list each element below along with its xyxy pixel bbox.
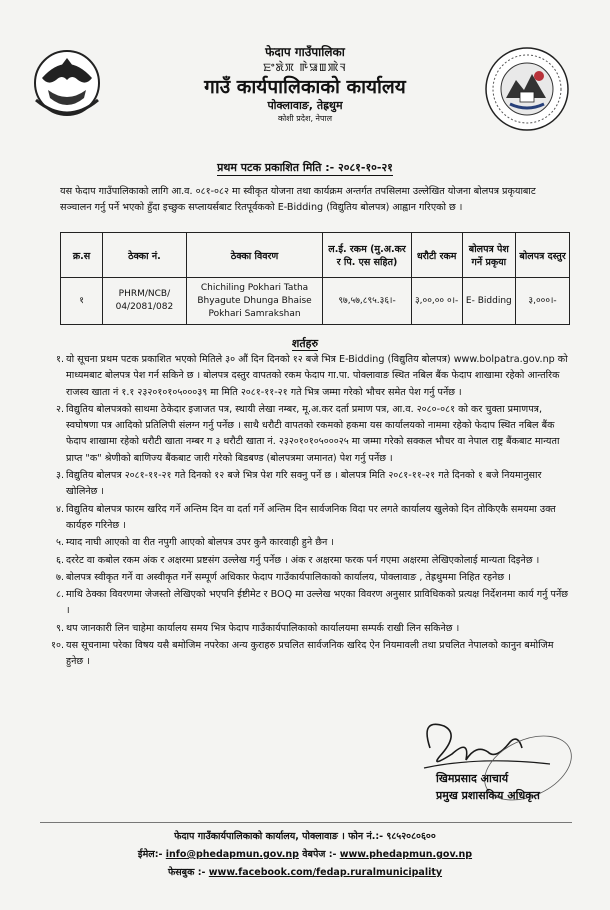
contract-table	[60, 232, 570, 325]
website-link[interactable]: www.phedapmun.gov.np	[339, 849, 473, 860]
table-header-row	[61, 233, 570, 278]
email-link[interactable]: info@phedapmun.gov.np	[165, 849, 299, 860]
publication-date: प्रथम पटक प्रकाशित मिति :- २०८१-१०-२१	[217, 161, 393, 174]
province-name: कोशी प्रदेश, नेपाल	[277, 114, 333, 123]
footer	[0, 828, 610, 882]
condition-text: यस सूचनामा परेका विषय यसै बमोजिम नपरेका अन्य कुराहरु प्रचलित सार्वजनिक खरिद ऐन नियमावली तथा प्रचलित नेपालको कानुन बमोजिम हुनेछ ।	[66, 640, 554, 668]
condition-number: ४.	[55, 503, 64, 515]
condition-text: यो सूचना प्रथम पटक प्रकाशित भएको मितिले ३० औं दिन दिनको १२ बजे भित्र E-Bidding (विद्युतिय बोलपत्र) www.bolpatra.gov.np को माध्यमबाट बोलपत्र पेश गर्न सकिने छ । बोलपत्र दस्तुर वापतको रकम फेदाप गा.पा. पोक्लावाङ स्थित नबिल बैंक फेदाप शाखामा रहेको आन्तरिक राजस्व खाता नं १.१ २३२०१०१०५०००३९ मा मिति २०८१-११-२१ गते भित्र जम्मा गरेको भौचर समेत पेश गर्नु पर्नेछ ।	[66, 354, 568, 398]
office-location: पोक्लावाङ, तेह्रथुम	[267, 99, 343, 112]
cell-estimated-amount: ९७,५७,८९५.३६।-	[323, 278, 411, 325]
condition-item	[40, 468, 572, 501]
footer-office-phone: फेदाप गाउँकार्यपालिकाको कार्यालय, पोक्लावाङ । फोन नं.:- ९८५२०८०६००	[174, 831, 436, 842]
col-estimated-amount: ल.ई. रकम (मु.अ.कर र पि. एस सहित)	[323, 233, 411, 278]
col-bid-process: बोलपत्र पेश गर्ने प्रकृया	[462, 233, 516, 278]
signatory-position: प्रमुख प्रशासकिय अधिकृत	[436, 789, 540, 802]
condition-item	[40, 638, 572, 671]
conditions-title: शर्तहरु	[291, 337, 319, 350]
email-label: ईमेल:-	[137, 849, 163, 860]
condition-item	[40, 402, 572, 467]
municipality-name-limbu: ꯐꯦꯗꯥꯞ ꯒꯥꯎꯡꯄꯥꯜ	[263, 61, 347, 74]
condition-number: १.	[55, 354, 64, 365]
col-bid-fee: बोलपत्र दस्तुर	[516, 233, 570, 278]
condition-number: २.	[55, 403, 64, 415]
footer-contact-line	[0, 846, 610, 864]
cell-description: Chichiling Pokhari Tatha Bhyagute Dhunga Bhaise Pokhari Samrakshan	[186, 278, 323, 325]
website-label: वेबपेज :-	[302, 849, 337, 860]
conditions-list	[40, 352, 572, 672]
condition-number: ३.	[55, 470, 64, 482]
condition-text: दररेट वा कबोल रकम अंक र अक्षरमा प्रष्टसंग उल्लेख गर्नु पर्नेछ । अंक र अक्षरमा फरक पर्न गएमा अक्षरमा लेखिएकोलाई मान्यता दिइनेछ ।	[66, 554, 540, 566]
condition-number: ६.	[55, 554, 64, 566]
col-sn: क्र.स	[61, 233, 103, 278]
cell-deposit: ३,००,०० ०।-	[411, 278, 462, 325]
condition-item	[40, 535, 572, 551]
facebook-label: फेसबुक :-	[167, 867, 206, 878]
signatory-block	[436, 770, 586, 804]
condition-number: ८.	[55, 589, 64, 601]
condition-text: म्याद नाघी आएको वा रीत नपुगी आएको बोलपत्र उपर कुनै कारवाही हुने छैन ।	[66, 537, 334, 549]
condition-item	[40, 352, 572, 401]
condition-item	[40, 502, 572, 535]
col-deposit: धरौटी रकम	[411, 233, 462, 278]
cell-contract-no: PHRM/NCB/ 04/2081/082	[103, 278, 187, 325]
cell-bid-process: E- Bidding	[462, 278, 516, 325]
condition-number: ५.	[55, 537, 64, 549]
footer-facebook-line	[0, 864, 610, 882]
office-title: गाउँ कार्यपालिकाको कार्यालय	[204, 76, 406, 98]
condition-text: विद्युतिय बोलपत्र फारम खरिद गर्ने अन्तिम दिन वा दर्ता गर्ने अन्तिम दिन सार्वजनिक विदा पर लगते कार्यालय खुलेको दिन तोकिएकै समयमा उक्त कार्यहरु गरिनेछ ।	[66, 503, 556, 531]
condition-item	[40, 570, 572, 586]
col-contract-no: ठेक्का नं.	[103, 233, 187, 278]
condition-text: विद्युतिय बोलपत्रको साथमा ठेकेदार इजाजत पत्र, स्थायी लेखा नम्बर, मू.अ.कर दर्ता प्रमाण पत्र, आ.व. २०८०-०८१ को कर चुक्ता प्रमाणपत्र, स्वघोषणा पत्र आदिको प्रतिलिपी संलग्न गर्नु पर्नेछ । साथै धरौटी वापतको रकमको हकमा यस कार्यालयको नाममा रहेको फेदाप स्थित नबिल बैंक फेदाप शाखामा रहेको धरौटी खाता नम्बर ग ३ धरौटी खाता नं. २३२०१०१०५०००२५ मा जम्मा गरेको सक्कल भौचर वा नेपाल राष्ट्र बैंकबाट मान्यता प्राप्त "क" श्रेणीको बाणिज्य बैंकबाट जारी गरेको बिडबण्ड (बोलपत्रमा जमानत) पेश गर्नु पर्नेछ ।	[66, 403, 560, 464]
condition-number: ७.	[55, 571, 64, 583]
condition-number: १०.	[50, 640, 64, 652]
cell-bid-fee: ३,०००।-	[516, 278, 570, 325]
condition-text: बोलपत्र स्वीकृत गर्ने वा अस्वीकृत गर्ने सम्पूर्ण अधिकार फेदाप गाउँकार्यपालिकाको कार्यालय, पोक्लावाङ , तेह्रथुममा निहित रहनेछ ।	[66, 571, 511, 583]
letterhead	[150, 44, 460, 124]
condition-item	[40, 553, 572, 569]
footer-divider	[40, 822, 572, 823]
nepal-emblem-logo	[28, 40, 106, 126]
col-description: ठेक्का विवरण	[186, 233, 323, 278]
condition-item	[40, 587, 572, 620]
cell-sn: १	[61, 278, 103, 325]
condition-number: ९.	[55, 622, 64, 634]
condition-text: माथि ठेक्का विवरणमा जेजस्तो लेखिएको भएपनि ईष्टीमेट र BOQ मा उल्लेख भएका विवरण अनुसार प्राविधिकको प्रत्यक्ष निर्देशनमा कार्य गर्नु पर्नेछ ।	[66, 589, 568, 617]
facebook-link[interactable]: www.facebook.com/fedap.ruralmunicipality	[208, 867, 443, 878]
condition-text: विद्युतिय बोलपत्र २०८१-११-२१ गते दिनको १२ बजे भित्र पेश गरि सक्नु पर्ने छ । बोलपत्र मिति २०८१-११-२१ गते दिनको १ बजे नियमानुसार खोलिनेछ ।	[66, 470, 542, 498]
municipality-seal-logo	[484, 46, 570, 132]
signatory-name: खिमप्रसाद आचार्य	[436, 772, 509, 785]
table-row	[61, 278, 570, 325]
municipality-name: फेदाप गाउँपालिका	[265, 45, 345, 59]
intro-paragraph: यस फेदाप गाउँपालिकाको लागि आ.व. ०८१-०८२ मा स्वीकृत योजना तथा कार्यक्रम अन्तर्गत तपसिलमा उल्लेखित योजना बोलपत्र प्रकृयाबाट सञ्चालन गर्नु पर्ने भएको हुँदा इच्छुक सप्लायर्सबाट रितपूर्वकको E-Bidding (विद्युतिय बोलपत्र) आह्वान गरिएको छ ।	[60, 186, 536, 213]
condition-text: थप जानकारी लिन चाहेमा कार्यालय समय भित्र फेदाप गाउँकार्यपालिकाको कार्यालयमा सम्पर्क राखी लिन सकिनेछ ।	[66, 622, 460, 634]
condition-item	[40, 621, 572, 637]
